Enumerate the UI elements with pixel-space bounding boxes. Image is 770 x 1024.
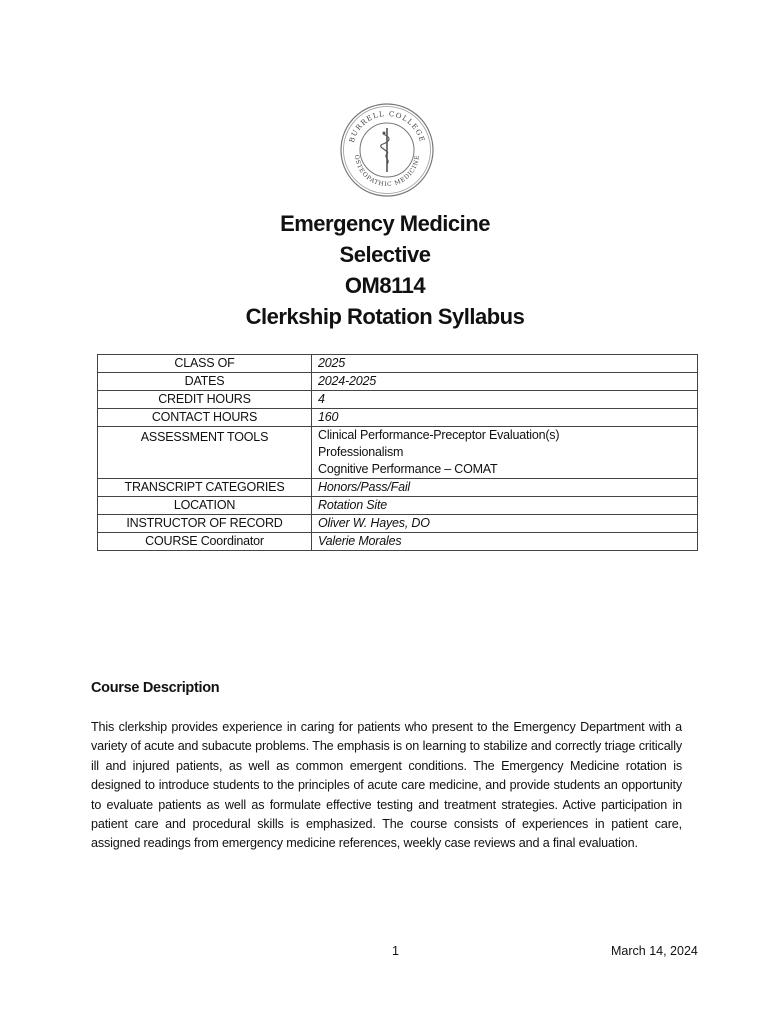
college-seal <box>339 102 435 198</box>
transcript-categories-value: Honors/Pass/Fail <box>312 479 698 497</box>
contact-hours-label: CONTACT HOURS <box>98 409 312 427</box>
seal-bottom-text: OSTEOPATHIC MEDICINE <box>352 154 422 189</box>
assessment-tool-item: Clinical Performance-Preceptor Evaluation(s) <box>318 428 560 442</box>
class-of-value: 2025 <box>312 355 698 373</box>
credit-hours-value: 4 <box>312 391 698 409</box>
table-row <box>98 515 698 533</box>
table-row <box>98 373 698 391</box>
title-line-3: OM8114 <box>344 273 426 298</box>
title-line-2: Selective <box>339 242 431 267</box>
table-row <box>98 391 698 409</box>
title-line-1: Emergency Medicine <box>280 211 490 236</box>
seal-top-text: BURRELL COLLEGE <box>347 109 427 144</box>
course-info-table <box>97 354 698 551</box>
assessment-tools-label: ASSESSMENT TOOLS <box>98 427 312 479</box>
table-row <box>98 479 698 497</box>
page-number: 1 <box>392 944 399 958</box>
dates-value: 2024-2025 <box>312 373 698 391</box>
instructor-value: Oliver W. Hayes, DO <box>312 515 698 533</box>
instructor-label: INSTRUCTOR OF RECORD <box>98 515 312 533</box>
location-label: LOCATION <box>98 497 312 515</box>
table-row <box>98 497 698 515</box>
course-description-heading: Course Description <box>91 680 220 696</box>
credit-hours-label: CREDIT HOURS <box>98 391 312 409</box>
title-line-4: Clerkship Rotation Syllabus <box>245 304 525 329</box>
assessment-tool-item: Professionalism <box>318 445 404 459</box>
table-row <box>98 409 698 427</box>
table-row <box>98 355 698 373</box>
table-row <box>98 533 698 551</box>
contact-hours-value: 160 <box>312 409 698 427</box>
class-of-label: CLASS OF <box>98 355 312 373</box>
assessment-tool-item: Cognitive Performance – COMAT <box>318 462 498 476</box>
assessment-tools-value <box>312 427 698 479</box>
dates-label: DATES <box>98 373 312 391</box>
document-title <box>0 208 770 332</box>
course-description-body: This clerkship provides experience in caring for patients who present to the Emergency Department with a variety of acute and subacute problems. The emphasis is on learning to stabilize and correctly triage critically ill and injured patients, as well as common emergent conditions. The Emergency Medicine rotation is designed to introduce students to the principles of acute care medicine, and provide students an opportunity to evaluate patients as well as formulate effective testing and treatment strategies. Active participation in patient care and procedural skills is emphasized. The course consists of experiences in patient care, assigned readings from emergency medicine references, weekly case reviews and a final evaluation. <box>91 720 682 851</box>
table-row <box>98 427 698 479</box>
location-value: Rotation Site <box>312 497 698 515</box>
footer-date: March 14, 2024 <box>611 944 698 958</box>
transcript-categories-label: TRANSCRIPT CATEGORIES <box>98 479 312 497</box>
coordinator-value: Valerie Morales <box>312 533 698 551</box>
coordinator-label: COURSE Coordinator <box>98 533 312 551</box>
